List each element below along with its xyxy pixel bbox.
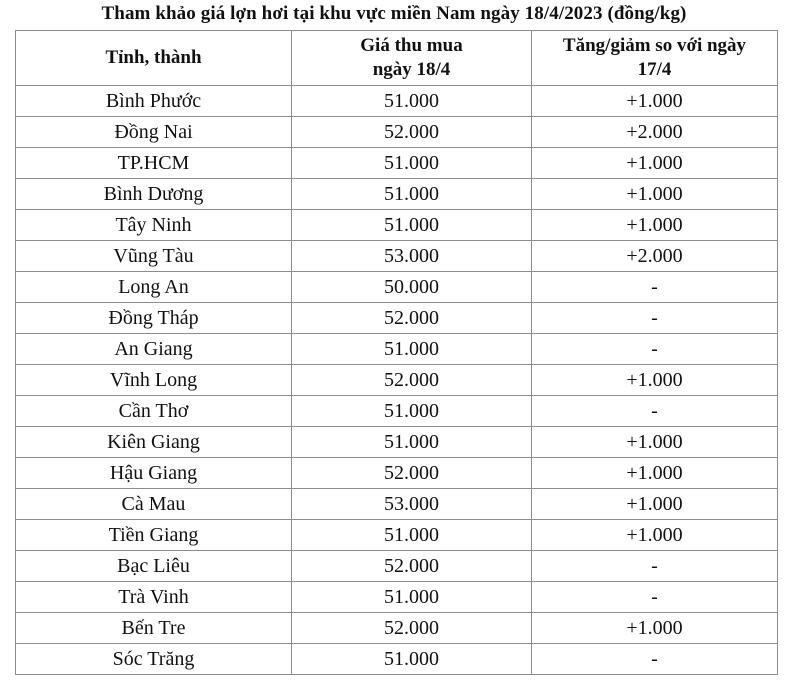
header-province: Tỉnh, thành: [16, 31, 292, 86]
table-row: [16, 303, 778, 334]
cell-change: +2.000: [532, 241, 778, 272]
table-body: [16, 86, 778, 675]
header-price-line1: Giá thu mua: [360, 35, 463, 56]
table-row: [16, 427, 778, 458]
cell-price: 52.000: [292, 551, 532, 582]
cell-change: +1.000: [532, 86, 778, 117]
cell-province: Bình Dương: [16, 179, 292, 210]
cell-change: -: [532, 396, 778, 427]
table-row: [16, 582, 778, 613]
header-change-line1: Tăng/giảm so với ngày: [562, 35, 747, 56]
cell-province: Bình Phước: [16, 86, 292, 117]
cell-change: -: [532, 644, 778, 675]
cell-province: Tiền Giang: [16, 520, 292, 551]
header-price: [292, 31, 532, 86]
header-change: [532, 31, 778, 86]
cell-province: Đồng Tháp: [16, 303, 292, 334]
cell-price: 52.000: [292, 365, 532, 396]
table-title: Tham khảo giá lợn hơi tại khu vực miền Nam ngày 18/4/2023 (đồng/kg): [101, 3, 687, 24]
cell-price: 51.000: [292, 582, 532, 613]
cell-change: +2.000: [532, 117, 778, 148]
cell-change: -: [532, 272, 778, 303]
cell-price: 51.000: [292, 334, 532, 365]
table-row: [16, 644, 778, 675]
cell-province: Trà Vinh: [16, 582, 292, 613]
cell-change: +1.000: [532, 458, 778, 489]
header-change-line2: 17/4: [637, 59, 672, 80]
cell-price: 51.000: [292, 86, 532, 117]
cell-price: 51.000: [292, 148, 532, 179]
cell-price: 51.000: [292, 396, 532, 427]
cell-price: 53.000: [292, 241, 532, 272]
table-row: [16, 117, 778, 148]
cell-province: Cà Mau: [16, 489, 292, 520]
cell-change: +1.000: [532, 427, 778, 458]
cell-price: 51.000: [292, 179, 532, 210]
table-row: [16, 613, 778, 644]
cell-price: 52.000: [292, 458, 532, 489]
cell-change: +1.000: [532, 148, 778, 179]
cell-change: +1.000: [532, 210, 778, 241]
cell-province: An Giang: [16, 334, 292, 365]
table-row: [16, 365, 778, 396]
cell-change: -: [532, 582, 778, 613]
table-row: [16, 210, 778, 241]
cell-province: Sóc Trăng: [16, 644, 292, 675]
header-price-line2: ngày 18/4: [372, 59, 451, 80]
table-row: [16, 520, 778, 551]
table-row: [16, 551, 778, 582]
cell-price: 52.000: [292, 117, 532, 148]
cell-province: Vũng Tàu: [16, 241, 292, 272]
table-row: [16, 241, 778, 272]
cell-price: 51.000: [292, 644, 532, 675]
cell-province: Vĩnh Long: [16, 365, 292, 396]
cell-change: +1.000: [532, 179, 778, 210]
table-row: [16, 489, 778, 520]
cell-province: Đồng Nai: [16, 117, 292, 148]
table-row: [16, 396, 778, 427]
header-row: [16, 31, 778, 86]
cell-change: +1.000: [532, 520, 778, 551]
cell-change: +1.000: [532, 365, 778, 396]
cell-change: -: [532, 303, 778, 334]
cell-price: 51.000: [292, 520, 532, 551]
cell-price: 53.000: [292, 489, 532, 520]
cell-change: +1.000: [532, 613, 778, 644]
cell-change: -: [532, 551, 778, 582]
table-header: [16, 31, 778, 86]
cell-province: TP.HCM: [16, 148, 292, 179]
cell-price: 52.000: [292, 613, 532, 644]
price-table: [15, 30, 778, 675]
cell-change: +1.000: [532, 489, 778, 520]
table-row: [16, 334, 778, 365]
table-row: [16, 179, 778, 210]
table-row: [16, 148, 778, 179]
cell-province: Tây Ninh: [16, 210, 292, 241]
cell-price: 51.000: [292, 210, 532, 241]
cell-province: Long An: [16, 272, 292, 303]
cell-province: Bạc Liêu: [16, 551, 292, 582]
table-row: [16, 458, 778, 489]
cell-price: 50.000: [292, 272, 532, 303]
table-row: [16, 272, 778, 303]
cell-province: Bến Tre: [16, 613, 292, 644]
cell-province: Hậu Giang: [16, 458, 292, 489]
table-row: [16, 86, 778, 117]
cell-province: Cần Thơ: [16, 396, 292, 427]
cell-province: Kiên Giang: [16, 427, 292, 458]
cell-change: -: [532, 334, 778, 365]
cell-price: 52.000: [292, 303, 532, 334]
cell-price: 51.000: [292, 427, 532, 458]
